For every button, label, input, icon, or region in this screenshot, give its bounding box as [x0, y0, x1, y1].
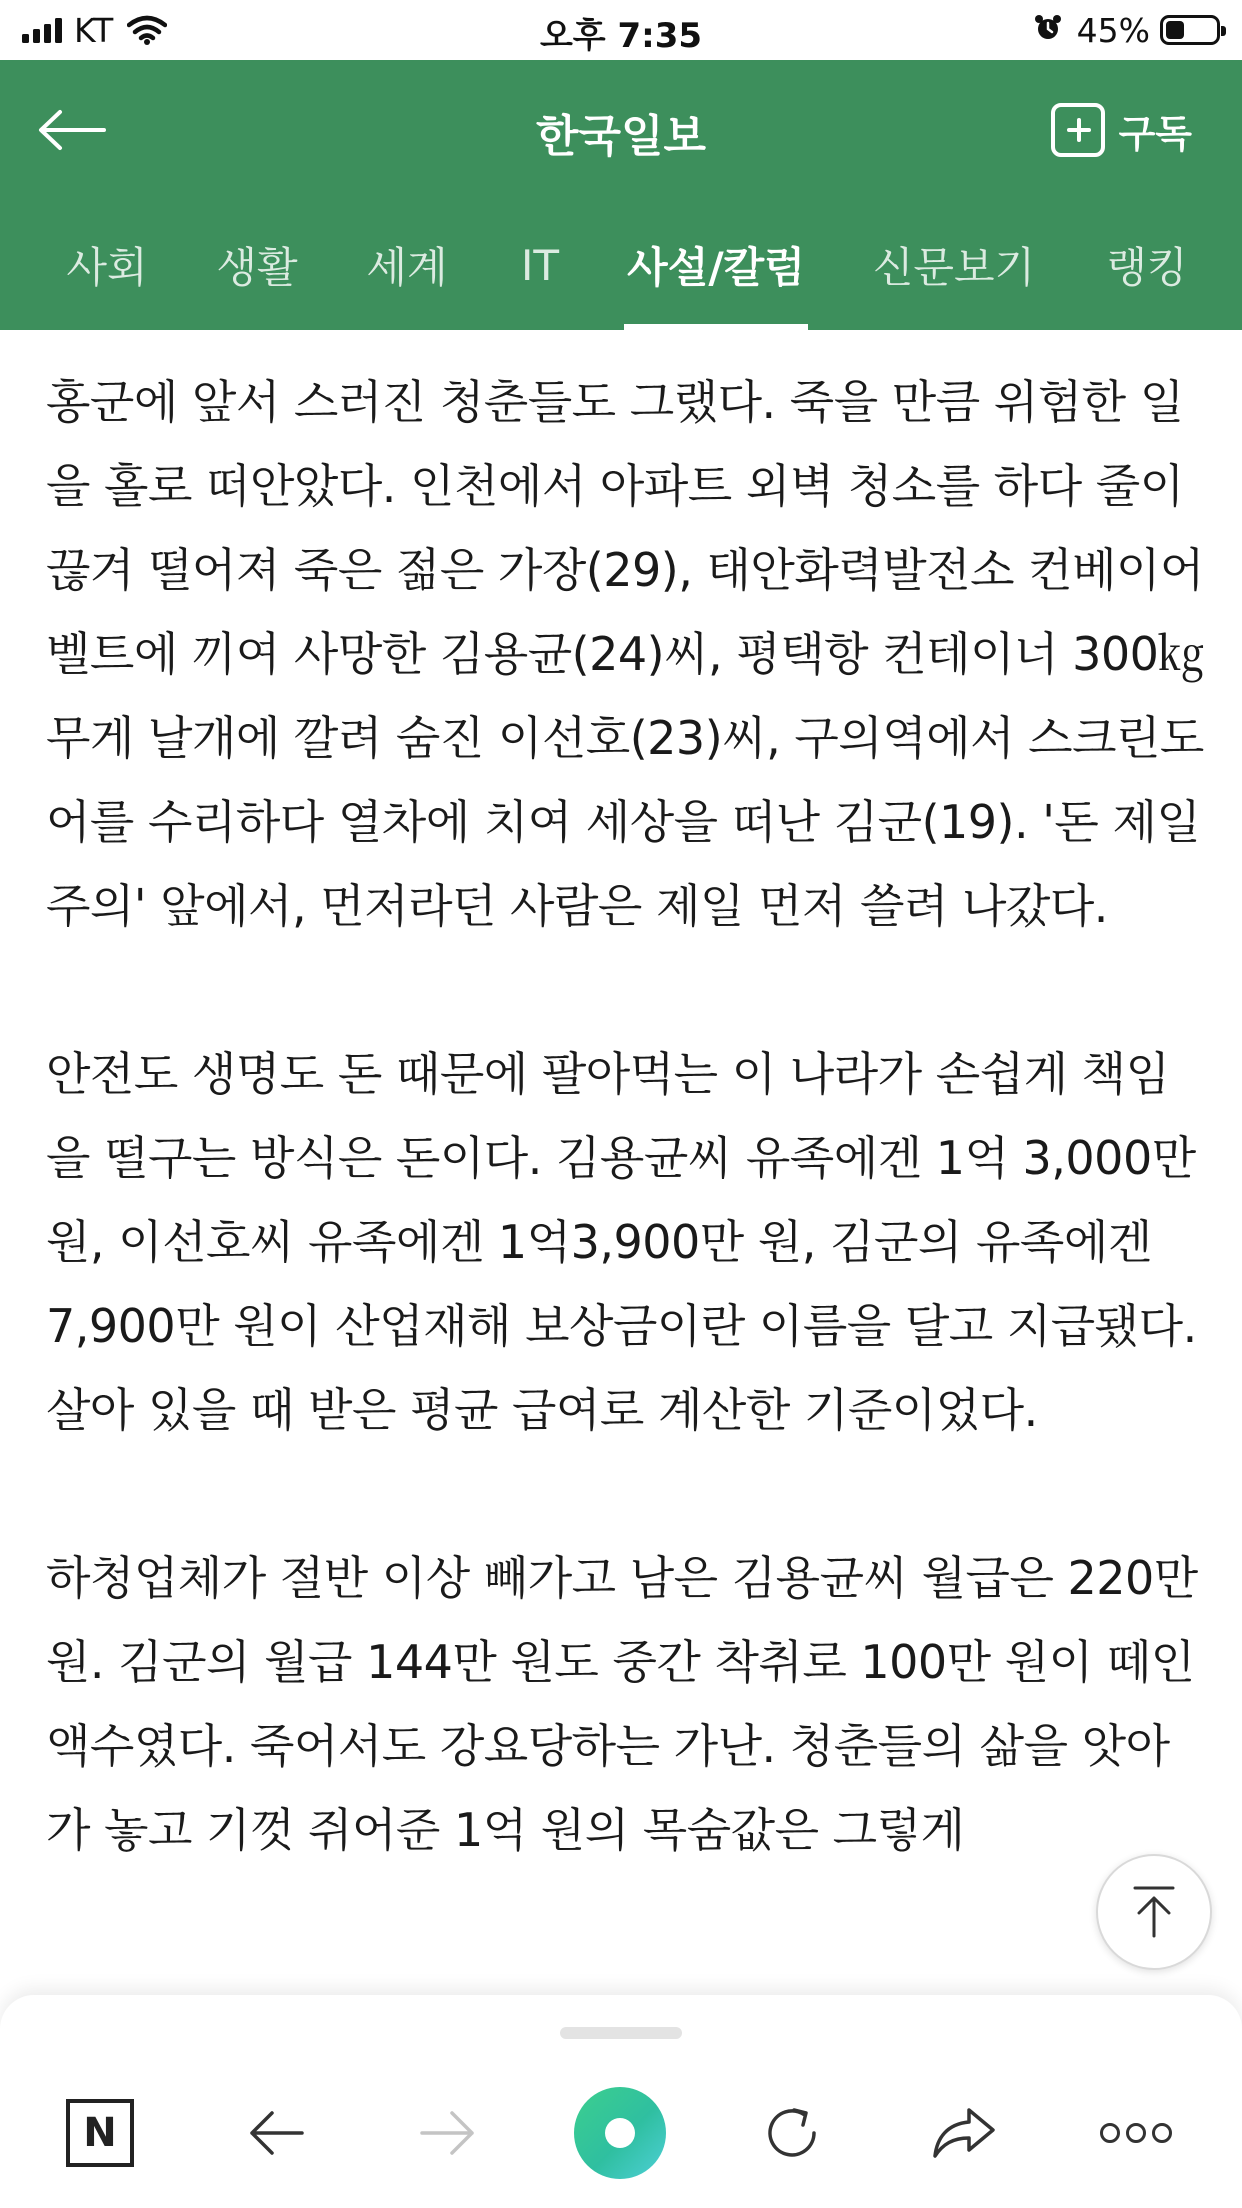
back-nav-button[interactable] [226, 2083, 326, 2183]
n-home-button[interactable] [50, 2083, 150, 2183]
forward-arrow-icon [418, 2108, 478, 2158]
battery-level [1166, 21, 1184, 39]
more-icon [1098, 2121, 1174, 2145]
subscribe-label: 구독 [1118, 111, 1192, 156]
battery-percent: 45% [1076, 10, 1150, 50]
alarm-icon [1033, 13, 1063, 47]
tab-ranking[interactable]: 랭킹 [1106, 243, 1188, 292]
share-icon [931, 2104, 997, 2162]
sheet-grabber[interactable] [560, 2027, 682, 2039]
refresh-button[interactable] [742, 2083, 842, 2183]
category-tabs [0, 200, 1242, 330]
bottom-toolbar [0, 1995, 1242, 2208]
tab-newspaper[interactable]: 신문보기 [872, 243, 1036, 292]
forward-nav-button[interactable] [398, 2083, 498, 2183]
arrow-up-icon [1129, 1884, 1179, 1940]
article-body [46, 360, 1206, 1956]
article-paragraph: 홍군에 앞서 스러진 청춘들도 그랬다. 죽을 만큼 위험한 일을 홀로 떠안았다. 인천에서 아파트 외벽 청소를 하다 줄이 끊겨 떨어져 죽은 젊은 가장(29), 태안화력발전소 컨베이어벨트에 끼여 사망한 김용균(24)씨, 평택항 컨테이너 300㎏ 무게 날개에 깔려 숨진 이선호(23)씨, 구의역에서 스크린도어를 수리하다 열차에 치여 세상을 떠난 김군(19). '돈 제일주의' 앞에서, 먼저라던 사람은 제일 먼저 쓸려 나갔다. [46, 375, 1204, 933]
tab-life[interactable]: 생활 [216, 243, 298, 292]
status-bar [0, 0, 1242, 60]
article-paragraph: 안전도 생명도 돈 때문에 팔아먹는 이 나라가 손쉽게 책임을 떨구는 방식은 돈이다. 김용균씨 유족에겐 1억 3,000만 원, 이선호씨 유족에겐 1억3,900만 원, 김군의 유족에겐 7,900만 원이 산업재해 보상금이란 이름을 달고 지급됐다. 살아 있을 때 받은 평균 급여로 계산한 기준이었다. [46, 1047, 1197, 1437]
green-dot-button[interactable] [570, 2083, 670, 2183]
refresh-icon [760, 2101, 824, 2165]
back-arrow-icon [246, 2108, 306, 2158]
status-time: 오후 7:35 [539, 16, 703, 56]
scroll-to-top-button[interactable] [1096, 1854, 1212, 1970]
green-dot-icon [574, 2087, 666, 2179]
page-title: 한국일보 [535, 111, 706, 162]
carrier-label: KT [74, 10, 114, 50]
status-right [1033, 10, 1220, 50]
battery-icon [1160, 15, 1220, 45]
app-header [0, 60, 1242, 200]
tab-world[interactable]: 세계 [366, 243, 448, 292]
add-box-icon [1051, 103, 1105, 157]
tab-it[interactable]: IT [520, 240, 560, 290]
more-button[interactable] [1086, 2083, 1186, 2183]
subscribe-button[interactable] [1051, 98, 1192, 162]
article-paragraph: 하청업체가 절반 이상 빼가고 남은 김용균씨 월급은 220만 원. 김군의 월급 144만 원도 중간 착취로 100만 원이 떼인 액수였다. 죽어서도 강요당하는 가난. 청춘들의 삶을 앗아가 놓고 기껏 쥐어준 1억 원의 목숨값은 그렇게 [46, 1551, 1198, 1857]
n-home-icon: N [66, 2099, 134, 2167]
share-button[interactable] [914, 2083, 1014, 2183]
tab-editorial[interactable]: 사설/칼럼 [624, 200, 808, 330]
tab-society[interactable]: 사회 [66, 243, 148, 292]
